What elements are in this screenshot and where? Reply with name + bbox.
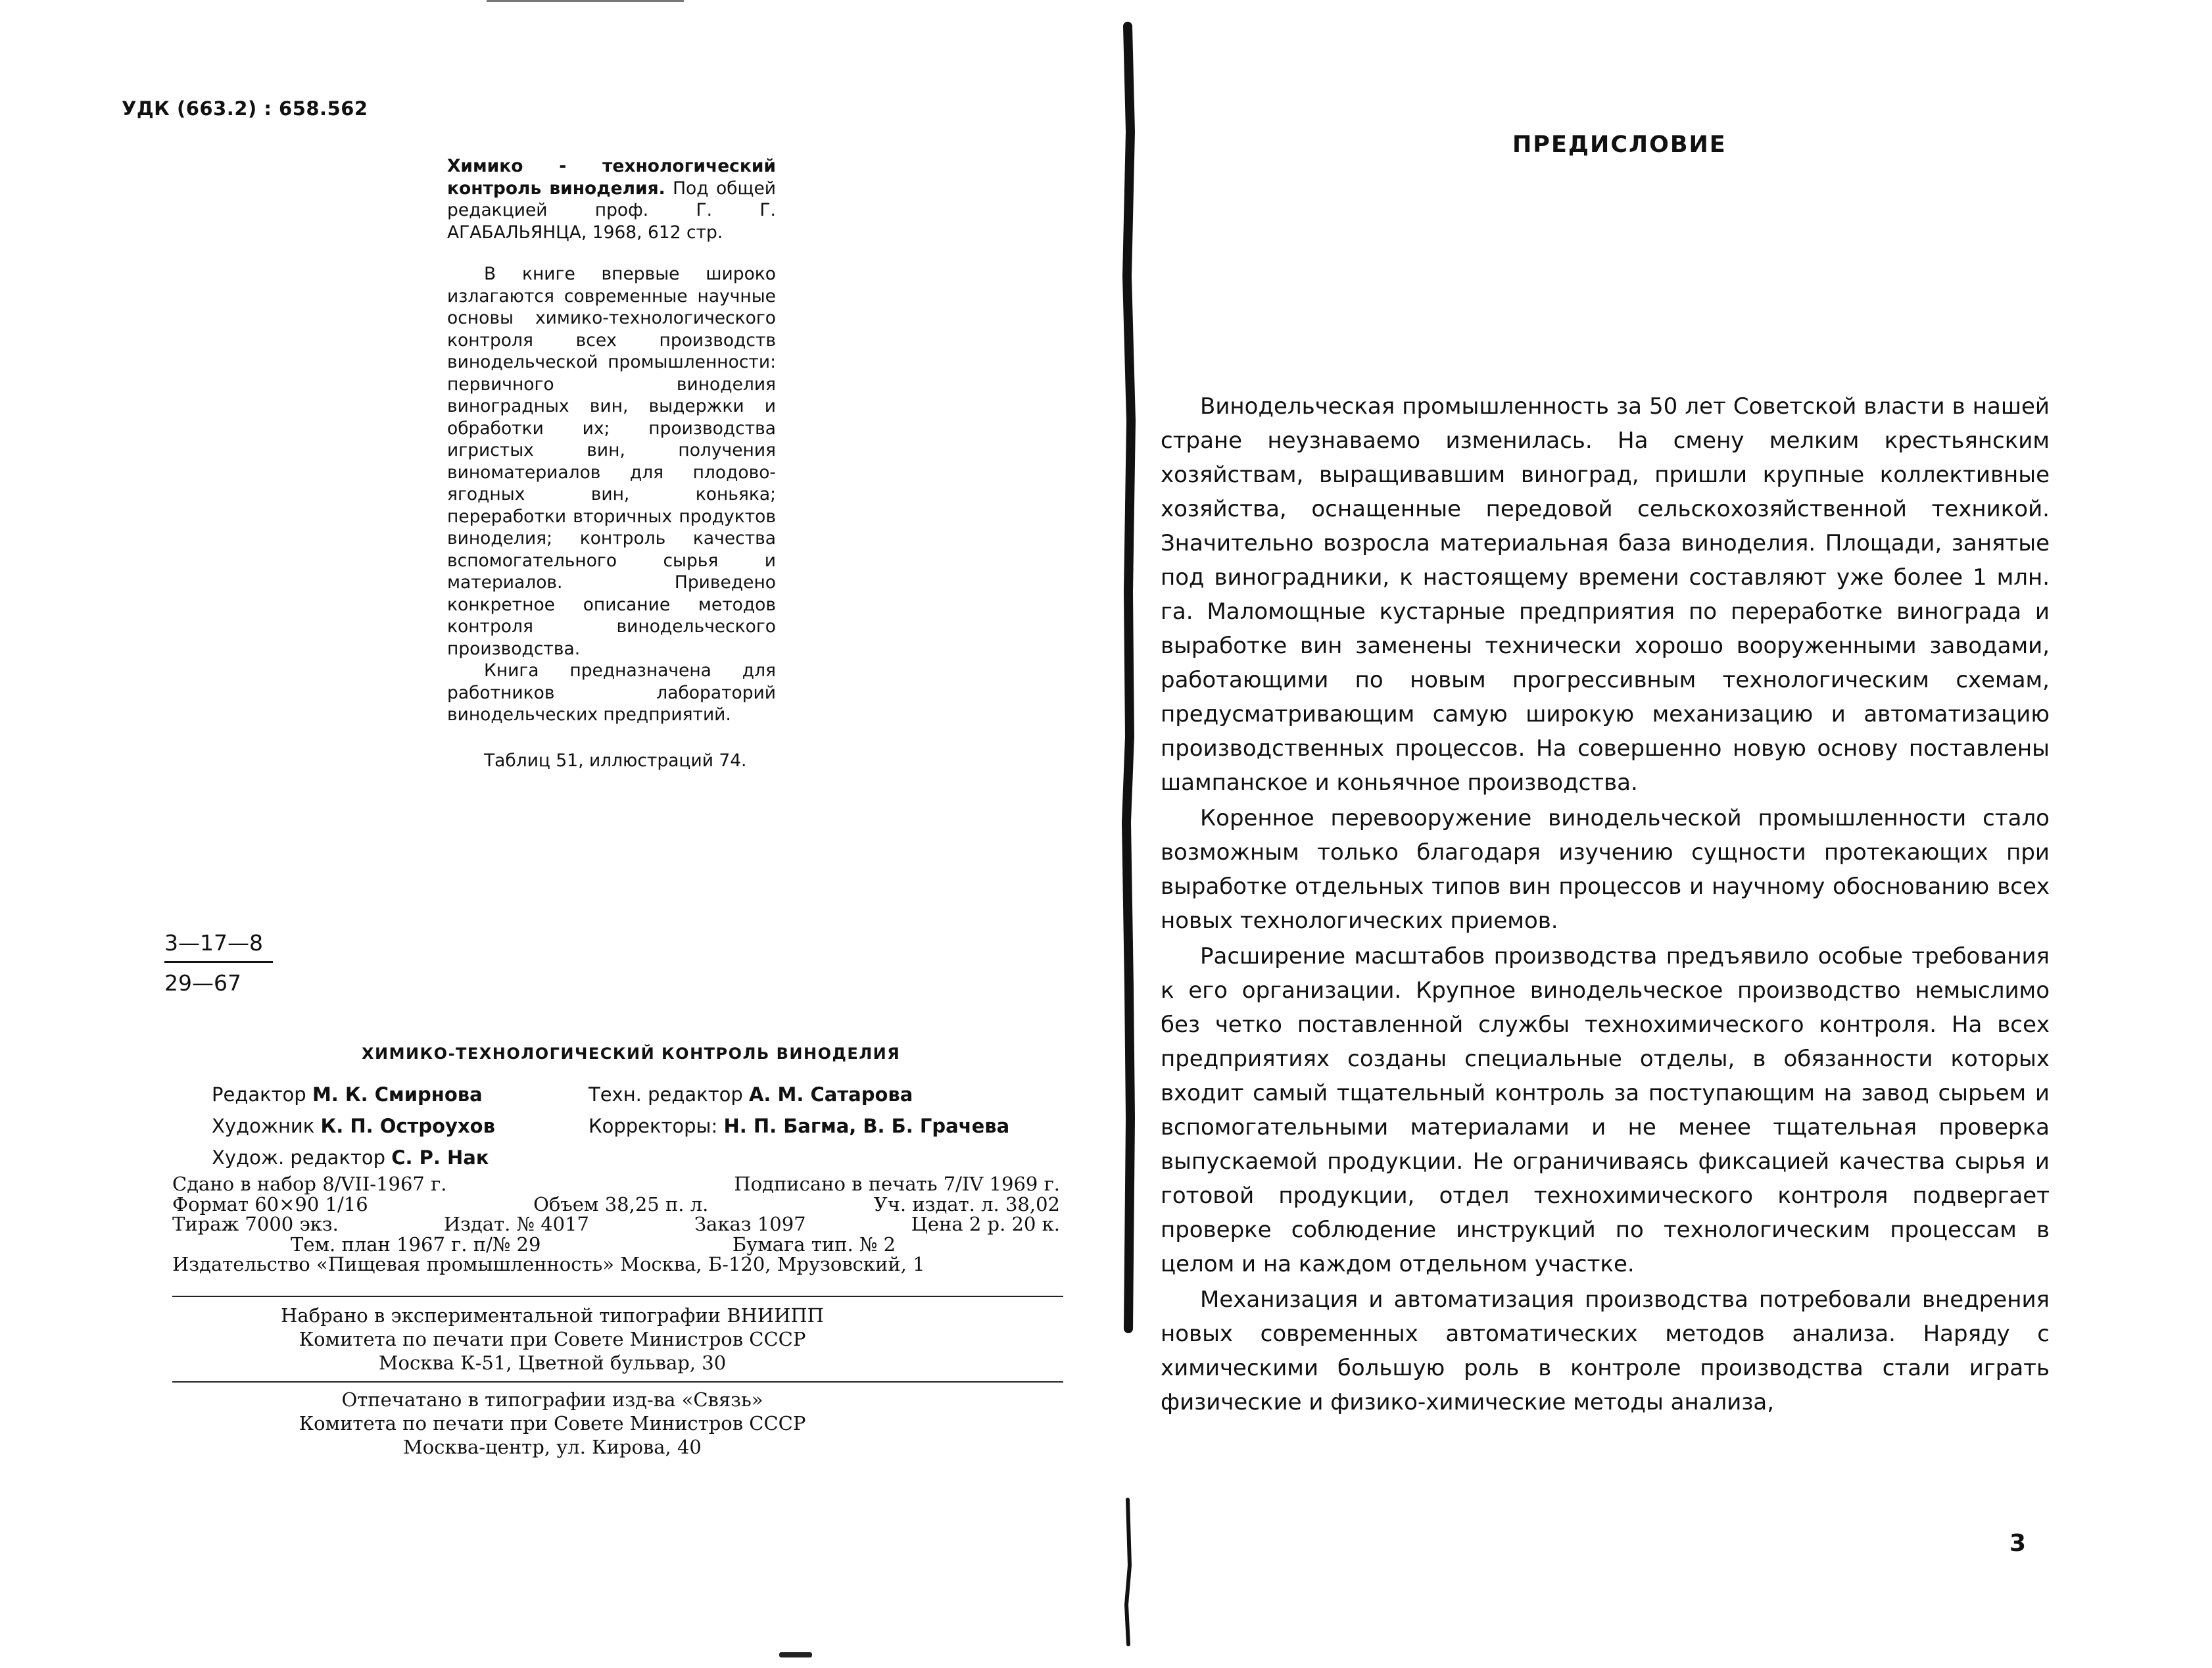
foreword-paragraph: Расширение масштабов производства предъявило особые требования к его организации. Крупное винодельческое производство немыслимо без четко поставленной службы технохимического контроля. На всех предприятиях созданы специальные отделы, в обязанности которых входит самый тщательный контроль за поступающим на завод сырьем и вспомогательными материалами и не менее тщательная проверка выпускаемой продукции. Не ограничиваясь фиксацией качества сырья и готовой продукции, отдел технохимического контроля подвергает проверке соблюдение инструкций по технологическим процессам в целом и на каждом отдельном участке. bbox=[1161, 943, 2050, 1277]
printing-info bbox=[191, 1388, 914, 1459]
credit-artist-name: К. П. Остроухов bbox=[320, 1115, 495, 1137]
imprint-signed-date: Подписано в печать 7/IV 1969 г. bbox=[734, 1173, 1060, 1195]
imprint-edition-sheets: Уч. издат. л. 38,02 bbox=[873, 1192, 1060, 1215]
credits-right-column bbox=[589, 1079, 1009, 1142]
imprint-row bbox=[172, 1214, 1060, 1235]
foreword-text bbox=[1161, 389, 2050, 1419]
annotation-summary: В книге впервые широко излагаются современные научные основы химико-технологического контроля всех производств винодельческой промышленности: первичного виноделия виноградных вин, выдержки и обработки их; производства игристых вин, получения виноматериалов для плодово-ягодных вин, коньяка; переработки вторичных продуктов виноделия; контроль качества вспомогательного сырья и материалов. Приведено конкретное описание методов контроля винодельческого производства. bbox=[447, 264, 776, 659]
book-title: Химико - технологический контроль виноделия. bbox=[447, 156, 776, 199]
book-title-details: Под общей редакцией проф. Г. Г. АГАБАЛЬЯНЦА, 1968, 612 стр. bbox=[447, 178, 777, 243]
imprint-row bbox=[172, 1254, 1060, 1275]
top-edge-rule bbox=[487, 0, 684, 2]
printer-divider bbox=[172, 1381, 1063, 1383]
credit-editor-name: М. К. Смирнова bbox=[312, 1083, 483, 1106]
imprint-row bbox=[172, 1235, 1060, 1255]
imprint-block bbox=[172, 1174, 1060, 1275]
imprint-publication-number: Издат. № 4017 bbox=[443, 1213, 590, 1235]
imprint-paper: Бумага тип. № 2 bbox=[732, 1233, 896, 1256]
imprint-row bbox=[172, 1194, 1060, 1215]
book-spine-shadow bbox=[1121, 0, 1136, 1668]
udk-code: УДК (663.2) : 658.562 bbox=[122, 97, 368, 120]
foreword-paragraph: Механизация и автоматизация производства потребовали внедрения новых современных автоматических методов анализа. Наряду с химическими большую роль в контроле производства стали играть физические и физико-химические методы анализа, bbox=[1161, 1287, 2050, 1415]
credit-correctors-names: Н. П. Багма, В. Б. Грачева bbox=[723, 1115, 1010, 1137]
imprint-order-number: Заказ 1097 bbox=[694, 1213, 806, 1235]
credit-tech-editor bbox=[589, 1079, 1009, 1110]
credit-tech-editor-name: А. М. Сатарова bbox=[748, 1083, 913, 1106]
credits-left-column bbox=[212, 1079, 495, 1173]
credit-art-editor-label: Худож. редактор bbox=[212, 1146, 392, 1169]
credit-correctors bbox=[589, 1110, 1009, 1142]
imprint-price: Цена 2 р. 20 к. bbox=[911, 1213, 1060, 1235]
page-heading: ПРЕДИСЛОВИЕ bbox=[1512, 132, 1727, 158]
credit-tech-editor-label: Техн. редактор bbox=[589, 1083, 749, 1106]
imprint-publisher: Издательство «Пищевая промышленность» Москва, Б-120, Мрузовский, 1 bbox=[172, 1253, 925, 1275]
imprint-plan: Тем. план 1967 г. п/№ 29 bbox=[291, 1233, 541, 1256]
credit-art-editor bbox=[212, 1142, 495, 1173]
imprint-format: Формат 60×90 1/16 bbox=[172, 1192, 368, 1215]
scan-mark bbox=[779, 1652, 812, 1657]
annotation-title bbox=[447, 155, 776, 243]
page-number: 3 bbox=[2009, 1530, 2027, 1557]
imprint-divider bbox=[172, 1296, 1063, 1297]
foreword-paragraph: Коренное перевооружение винодельческой промышленности стало возможным только благодаря изучению сущности протекающих при выработке отдельных типов вин процессов и научному обоснованию всех новых технологических приемов. bbox=[1161, 805, 2050, 934]
index-denominator: 29—67 bbox=[164, 970, 241, 996]
printing-line: Комитета по печати при Совете Министров СССР bbox=[299, 1412, 806, 1435]
typesetting-line: Комитета по печати при Совете Министров СССР bbox=[299, 1328, 806, 1350]
colophon-title: ХИМИКО-ТЕХНОЛОГИЧЕСКИЙ КОНТРОЛЬ ВИНОДЕЛИЯ bbox=[362, 1044, 901, 1063]
imprint-row bbox=[172, 1174, 1060, 1194]
annotation-audience: Книга предназначена для работников лабораторий винодельческих предприятий. bbox=[447, 660, 776, 725]
typesetting-line: Набрано в экспериментальной типографии ВНИИПП bbox=[281, 1304, 824, 1327]
credit-editor-label: Редактор bbox=[212, 1083, 312, 1106]
credit-artist-label: Художник bbox=[212, 1115, 321, 1137]
foreword-paragraph: Винодельческая промышленность за 50 лет Советской власти в нашей стране неузнаваемо изменилась. На смену мелким крестьянским хозяйствам, выращивавшим виноград, пришли крупные коллективные хозяйства, оснащенные передовой сельскохозяйственной техникой. Значительно возросла материальная база виноделия. Площади, занятые под виноградники, к настоящему времени составляют уже более 1 млн. га. Маломощные кустарные предприятия по переработке винограда и выработке вин заменены технически хорошо вооруженными заводами, работающими по новым прогрессивным технологическим схемам, предусматривающим самую широкую механизацию и автоматизацию производственных процессов. На совершенно новую основу поставлены шампанское и коньячное производства. bbox=[1161, 393, 2050, 796]
annotation-tables: Таблиц 51, иллюстраций 74. bbox=[484, 750, 747, 771]
credit-correctors-label: Корректоры: bbox=[589, 1115, 724, 1137]
index-numerator: 3—17—8 bbox=[164, 930, 263, 956]
credit-art-editor-name: С. Р. Нак bbox=[391, 1146, 489, 1169]
credit-editor bbox=[212, 1079, 495, 1110]
index-code bbox=[164, 923, 273, 1004]
printing-line: Отпечатано в типографии изд-ва «Связь» bbox=[341, 1388, 763, 1411]
imprint-typeset-date: Сдано в набор 8/VII-1967 г. bbox=[172, 1173, 447, 1195]
printing-line: Москва-центр, ул. Кирова, 40 bbox=[403, 1436, 702, 1458]
book-annotation bbox=[447, 155, 776, 772]
imprint-print-run: Тираж 7000 экз. bbox=[172, 1213, 339, 1235]
imprint-volume: Объем 38,25 п. л. bbox=[533, 1192, 709, 1215]
typesetting-line: Москва К-51, Цветной бульвар, 30 bbox=[378, 1352, 727, 1374]
credit-artist bbox=[212, 1110, 495, 1142]
typesetting-info bbox=[191, 1304, 914, 1375]
